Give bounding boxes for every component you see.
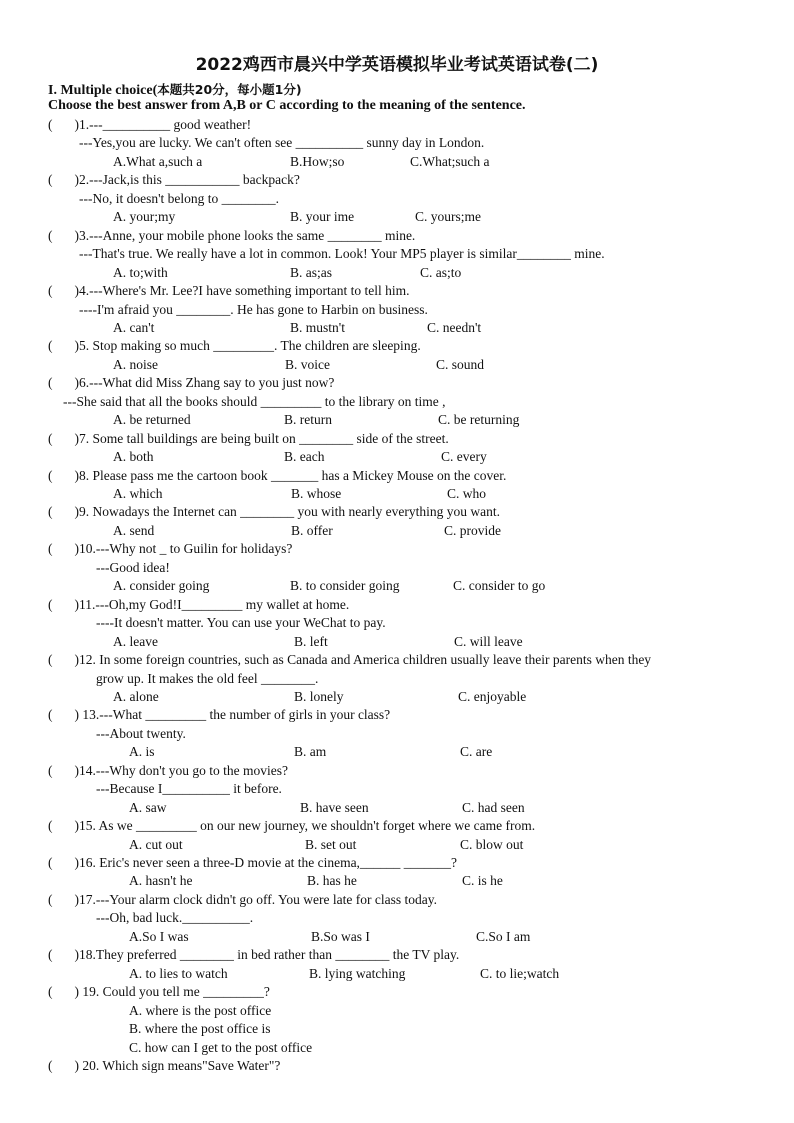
question-text: )1.---__________ good weather! — [74, 117, 252, 132]
question-16 — [48, 855, 457, 871]
option-c[interactable]: C. provide — [444, 522, 501, 538]
option-c[interactable]: C. sound — [436, 356, 485, 372]
option-a[interactable]: A. is — [129, 744, 155, 760]
option-b[interactable]: B. lonely — [294, 688, 344, 704]
option-a[interactable]: A. your;my — [113, 209, 176, 225]
question-text: )8. Please pass me the cartoon book _______ has a Mickey Mouse on the cover. — [74, 467, 507, 483]
option-a[interactable]: A. noise — [113, 356, 158, 372]
option-b[interactable]: B.How;so — [290, 153, 345, 169]
question-3-line: ---That's true. We really have a lot in common. Look! Your MP5 player is similar________ mine. — [79, 246, 605, 262]
section-heading-en: I. Multiple choice( — [48, 83, 158, 98]
question-7 — [48, 431, 449, 447]
option-c[interactable]: C. how can I get to the post office — [129, 1039, 313, 1055]
option-a[interactable]: A. send — [113, 522, 155, 538]
question-10 — [48, 541, 292, 557]
answer-bracket[interactable]: ( — [48, 504, 53, 520]
question-9 — [48, 504, 500, 520]
option-c[interactable]: C.So I am — [476, 928, 531, 944]
question-15 — [48, 818, 535, 834]
question-17 — [48, 892, 437, 908]
question-11 — [48, 597, 349, 613]
option-a[interactable]: A. both — [113, 449, 154, 465]
question-1-line: ---Yes,you are lucky. We can't often see __________ sunny day in London. — [79, 135, 485, 151]
question-text: )18.They preferred ________ in bed rather than ________ the TV play. — [74, 947, 460, 963]
answer-bracket[interactable]: ( — [48, 707, 53, 723]
option-a[interactable]: A. leave — [113, 633, 158, 649]
option-a[interactable]: A.So I was — [129, 928, 189, 944]
page-title: 2022鸡西市晨兴中学英语模拟毕业考试英语试卷(二) — [195, 55, 599, 75]
question-text: ) 13.---What _________ the number of girls in your class? — [74, 707, 391, 723]
option-b[interactable]: B. offer — [291, 522, 333, 538]
option-b[interactable]: B.So was I — [311, 928, 370, 944]
option-b[interactable]: B. as;as — [290, 264, 332, 280]
question-text: ) 20. Which sign means"Save Water"? — [74, 1057, 281, 1073]
answer-bracket[interactable]: ( — [48, 430, 53, 446]
question-14 — [48, 763, 288, 779]
option-b[interactable]: B. where the post office is — [129, 1021, 271, 1037]
option-c[interactable]: C. blow out — [460, 836, 524, 852]
option-a[interactable]: A. be returned — [113, 412, 191, 428]
question-5 — [48, 338, 421, 354]
question-text: )6.---What did Miss Zhang say to you just now? — [74, 375, 335, 391]
question-text: )17.---Your alarm clock didn't go off. You were late for class today. — [74, 891, 437, 907]
option-c[interactable]: C. who — [447, 486, 487, 501]
question-6-line: ---She said that all the books should _________ to the library on time , — [63, 393, 446, 409]
answer-bracket[interactable]: ( — [48, 117, 53, 132]
question-text: )7. Some tall buildings are being built on ________ side of the street. — [74, 430, 449, 446]
question-13 — [48, 707, 390, 723]
option-c[interactable]: C. to lie;watch — [480, 965, 560, 981]
option-c[interactable]: C.What;such a — [410, 153, 490, 169]
question-4-line: ----I'm afraid you ________. He has gone to Harbin on business. — [79, 301, 428, 317]
option-c[interactable]: C. as;to — [420, 264, 462, 280]
question-2-line: ---No, it doesn't belong to ________. — [79, 190, 280, 206]
option-b[interactable]: B. return — [284, 412, 332, 428]
option-b[interactable]: B. am — [294, 744, 327, 760]
question-13-line: ---About twenty. — [96, 725, 186, 741]
option-c[interactable]: C. enjoyable — [458, 688, 527, 704]
section-heading-zh: 本题共20分，每小题1分) — [157, 82, 302, 97]
answer-bracket[interactable]: ( — [48, 947, 53, 963]
question-text: ) 19. Could you tell me _________? — [74, 984, 270, 1000]
question-12 — [48, 652, 651, 668]
option-b[interactable]: B. each — [284, 449, 325, 465]
question-text: )2.---Jack,is this ___________ backpack? — [74, 172, 300, 188]
question-text: )10.---Why not _ to Guilin for holidays? — [74, 541, 293, 557]
option-c[interactable]: C. is he — [462, 873, 503, 889]
option-c[interactable]: C. needn't — [427, 319, 482, 335]
question-18 — [48, 947, 459, 963]
answer-bracket[interactable]: ( — [48, 283, 53, 299]
option-a[interactable]: A. which — [113, 486, 163, 501]
question-3 — [48, 228, 415, 244]
option-a[interactable]: A. to;with — [113, 264, 168, 280]
option-c[interactable]: C. are — [460, 744, 493, 760]
question-10-line: ---Good idea! — [96, 559, 170, 575]
question-text: )16. Eric's never seen a three-D movie at the cinema,______ _______? — [74, 855, 458, 870]
question-19 — [48, 984, 270, 1000]
question-text: )14.---Why don't you go to the movies? — [74, 762, 289, 778]
option-c[interactable]: C. be returning — [438, 412, 520, 428]
question-text: )11.---Oh,my God!I_________ my wallet at home. — [74, 596, 350, 612]
question-17-line: ---Oh, bad luck.__________. — [96, 910, 254, 926]
option-b[interactable]: B. voice — [285, 356, 330, 372]
option-b[interactable]: B. to consider going — [290, 578, 400, 594]
answer-bracket[interactable]: ( — [48, 541, 53, 557]
option-b[interactable]: B. mustn't — [290, 319, 345, 335]
option-a[interactable]: A. consider going — [113, 578, 210, 594]
question-text: )15. As we _________ on our new journey, we shouldn't forget where we came from. — [74, 818, 536, 834]
section-instruction: Choose the best answer from A,B or C according to the meaning of the sentence. — [48, 98, 526, 113]
option-a[interactable]: A. alone — [113, 688, 159, 704]
option-a[interactable]: A. cut out — [129, 836, 183, 852]
option-b[interactable]: B. set out — [305, 836, 357, 852]
question-8 — [48, 468, 506, 484]
option-c[interactable]: C. will leave — [454, 633, 523, 649]
option-b[interactable]: B. has he — [307, 873, 357, 889]
section-heading — [48, 80, 302, 99]
option-c[interactable]: C. every — [441, 449, 487, 465]
answer-bracket[interactable]: ( — [48, 596, 53, 612]
option-a[interactable]: A. saw — [129, 799, 167, 815]
question-14-line: ---Because I__________ it before. — [96, 781, 282, 797]
option-a[interactable]: A.What a,such a — [113, 153, 203, 169]
option-b[interactable]: B. whose — [291, 486, 342, 501]
question-6 — [48, 375, 334, 391]
option-a[interactable]: A. where is the post office — [129, 1002, 272, 1018]
option-a[interactable]: A. to lies to watch — [129, 965, 228, 981]
answer-bracket[interactable]: ( — [48, 467, 53, 483]
question-text: )9. Nowadays the Internet can ________ you with nearly everything you want. — [74, 504, 501, 520]
answer-bracket[interactable]: ( — [48, 762, 53, 778]
option-c[interactable]: C. yours;me — [415, 209, 481, 225]
question-11-line: ----It doesn't matter. You can use your WeChat to pay. — [96, 615, 386, 631]
answer-bracket[interactable]: ( — [48, 375, 53, 391]
option-a[interactable]: A. can't — [113, 319, 155, 335]
answer-bracket[interactable]: ( — [48, 227, 53, 243]
question-text: )12. In some foreign countries, such as Canada and America children usually leave their parents when they — [74, 652, 652, 668]
question-text: )3.---Anne, your mobile phone looks the same ________ mine. — [74, 227, 416, 243]
question-12-line: grow up. It makes the old feel ________. — [96, 670, 319, 686]
answer-bracket[interactable]: ( — [48, 172, 53, 188]
answer-bracket[interactable]: ( — [48, 1057, 53, 1073]
option-b[interactable]: B. lying watching — [309, 965, 406, 981]
answer-bracket[interactable]: ( — [48, 652, 53, 668]
option-c[interactable]: C. had seen — [462, 799, 525, 815]
answer-bracket[interactable]: ( — [48, 984, 53, 1000]
answer-bracket[interactable]: ( — [48, 818, 53, 834]
answer-bracket[interactable]: ( — [48, 855, 53, 870]
question-20 — [48, 1058, 280, 1074]
option-c[interactable]: C. consider to go — [453, 578, 546, 594]
question-1 — [48, 117, 251, 133]
answer-bracket[interactable]: ( — [48, 338, 53, 354]
option-a[interactable]: A. hasn't he — [129, 873, 193, 889]
option-b[interactable]: B. have seen — [300, 799, 369, 815]
question-text: )5. Stop making so much _________. The children are sleeping. — [74, 338, 421, 354]
option-b[interactable]: B. left — [294, 633, 328, 649]
question-4 — [48, 283, 409, 299]
answer-bracket[interactable]: ( — [48, 891, 53, 907]
question-text: )4.---Where's Mr. Lee?I have something important to tell him. — [74, 283, 410, 299]
option-b[interactable]: B. your ime — [290, 209, 355, 225]
question-2 — [48, 172, 300, 188]
